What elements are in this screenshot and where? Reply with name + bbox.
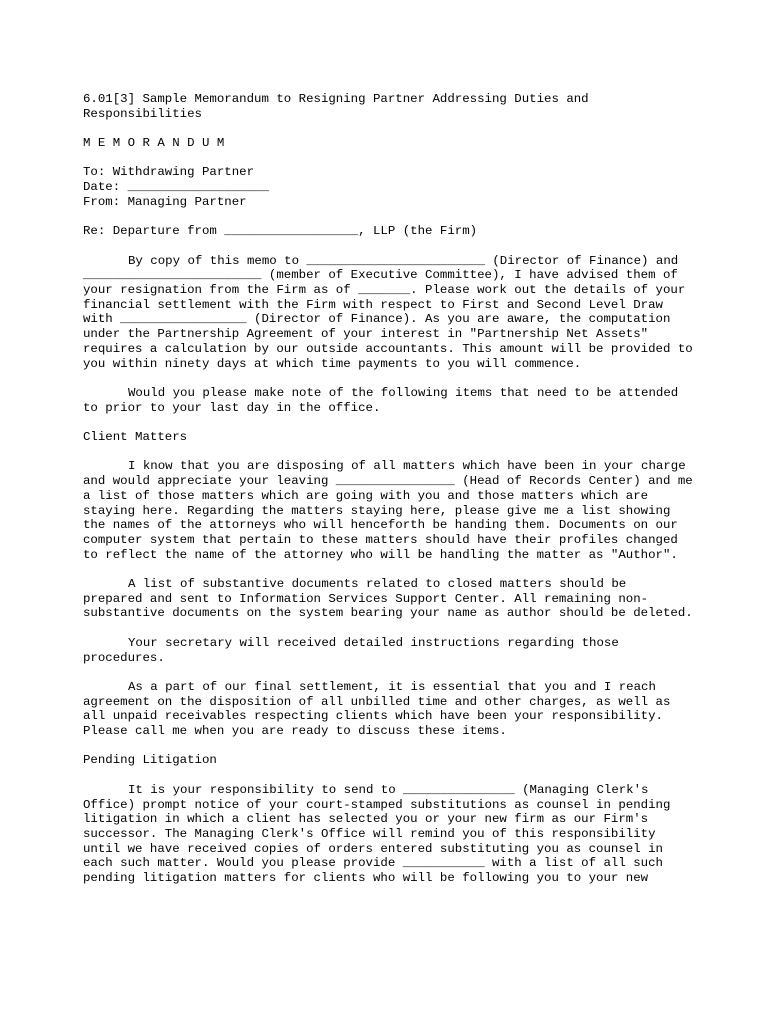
re-line: Re: Departure from __________________, LLP (the Firm) [83, 224, 478, 239]
client-matters-paragraph-3: Your secretary will received detailed instructions regarding those procedures. [83, 635, 627, 665]
section-heading-client-matters: Client Matters [83, 430, 188, 445]
document-title: 6.01[3] Sample Memorandum to Resigning Partner Addressing Duties and Responsibilities [83, 92, 597, 121]
from-field: From: Managing Partner [83, 194, 247, 209]
note-items-paragraph: Would you please make note of the following items that need to be attended to prior to your last day in the office. [83, 385, 686, 415]
section-heading-pending-litigation: Pending Litigation [83, 753, 217, 768]
intro-paragraph: By copy of this memo to ________________________ (Director of Finance) and ________________________ (member of Executive Committee), I have advised them of your resignation from the Firm as of _______. Please work out the details of your financial settlement with the Firm with respect to First and Second Level Draw with _________________ (Director of Finance). As you are aware, the computation under the Partnership Agreement of your interest in "Partnership Net Assets" requires a calculation by our outside accountants. This amount will be provided to you within ninety days at which time payments to you will commence. [83, 253, 701, 371]
to-field: To: Withdrawing Partner [83, 165, 255, 180]
client-matters-paragraph-2: A list of substantive documents related to closed matters should be prepared and sent to Information Services Support Center. All remaining non-substantive documents on the system bearing your name as author should be deleted. [83, 577, 693, 621]
memo-heading: M E M O R A N D U M [83, 136, 225, 151]
memo-document [83, 92, 701, 886]
section-client-matters [83, 430, 701, 739]
client-matters-paragraph-1: I know that you are disposing of all matters which have been in your charge and would appreciate your leaving ________________ (Head of Records Center) and me a list of those matters which are going with you and those matters which are staying here. Regarding the matters staying here, please give me a list showing the names of the attorneys who will henceforth be handing them. Documents on our computer system that pertain to these matters should have their profiles changed to reflect the name of the attorney who will be handling the matter as "Author". [83, 459, 701, 562]
section-pending-litigation [83, 753, 693, 885]
date-field: Date: ___________________ [83, 180, 269, 195]
client-matters-paragraph-4: As a part of our final settlement, it is essential that you and I reach agreement on the disposition of all unbilled time and other charges, as well as all unpaid receivables respecting clients which have been your responsibility. Please call me when you are ready to discuss these items. [83, 679, 678, 739]
pending-litigation-paragraph-1: It is your responsibility to send to _______________ (Managing Clerk's Office) prompt notice of your court-stamped substitutions as counsel in pending litigation in which a client has selected you or your new firm as our Firm's successor. The Managing Clerk's Office will remind you of this responsibility until we have received copies of orders entered substituting you as counsel in each such matter. Would you please provide ___________ with a list of all such pending litigation matters for clients who will be following you to your new [83, 782, 678, 886]
memo-header-fields [83, 165, 693, 209]
